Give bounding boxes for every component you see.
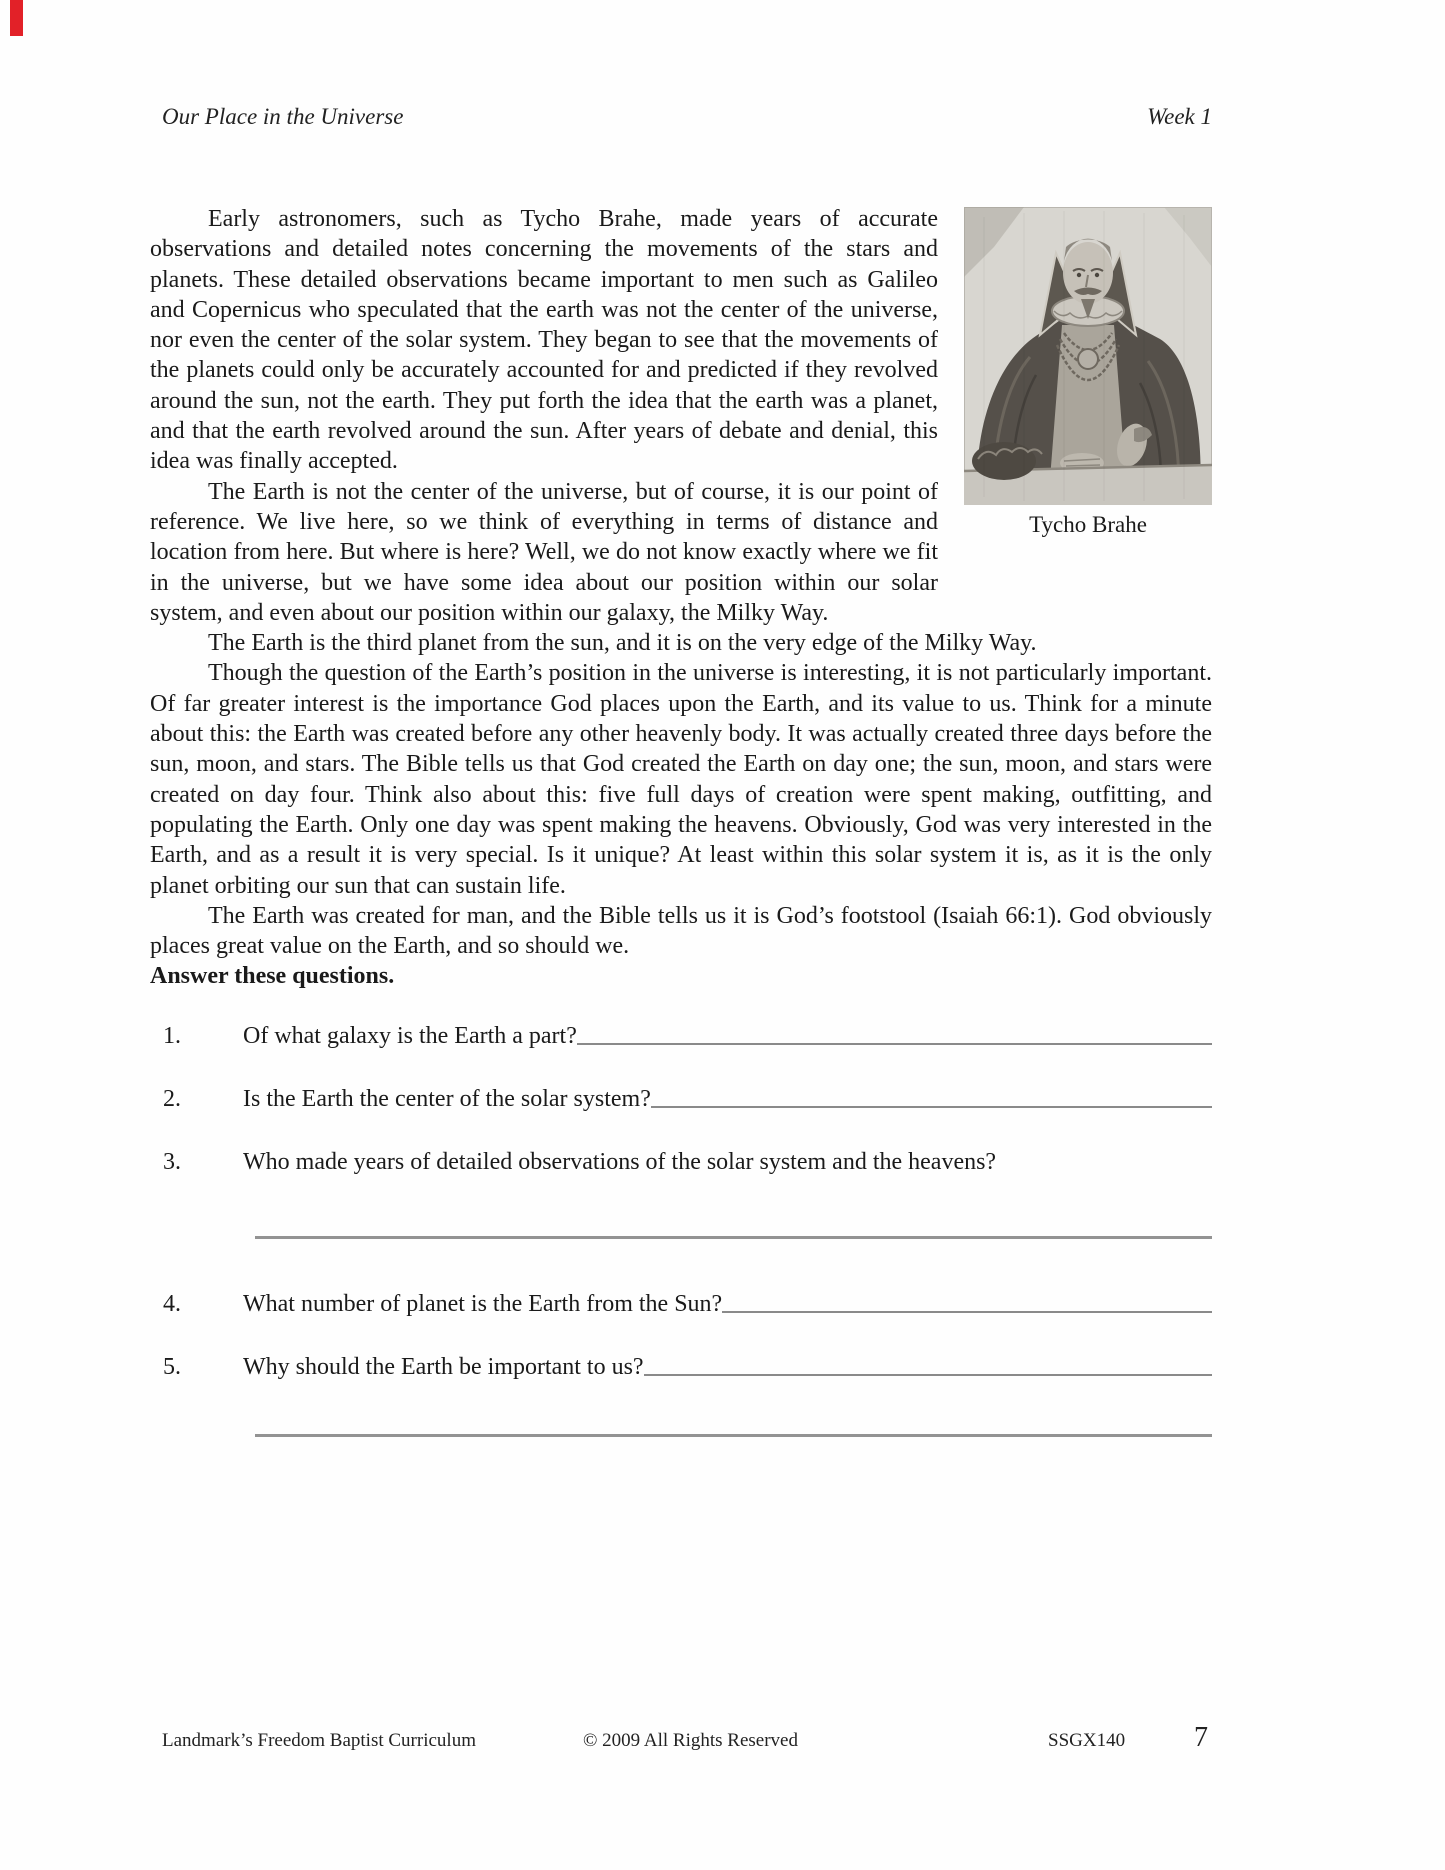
question-row-4 bbox=[150, 1289, 1212, 1319]
paragraph-third-planet: The Earth is the third planet from the sun, and it is on the very edge of the Milky Way. bbox=[208, 630, 1037, 657]
paragraph-earth-not-center: The Earth is not the center of the universe, but of course, it is our point of reference. We live here, so we think of everything in terms of distance and location from here. But where is here? Well, we do not know exactly where we fit in the universe, but we have some idea about our position within our solar system, and even about our position within our galaxy, the Milky Way. bbox=[150, 478, 938, 626]
question-row-2 bbox=[150, 1084, 1212, 1114]
question-number: 3. bbox=[163, 1149, 181, 1176]
questions-heading: Answer these questions. bbox=[150, 963, 395, 990]
red-corner-mark bbox=[10, 0, 23, 36]
paragraph-early-astronomers: Early astronomers, such as Tycho Brahe, made years of accurate observations and detailed notes concerning the movements of the stars and planets. These detailed observations became important to men such as Galileo and Copernicus who speculated that the earth was not the center of the universe, nor even the center of the solar system. They began to see that the movements of the planets could only be accurately accounted for and predicted if they revolved around the sun, not the earth. They put forth the idea that the earth was a planet, and that the earth revolved around the sun. After years of debate and denial, this idea was finally accepted. bbox=[150, 206, 938, 475]
figure-block bbox=[964, 207, 1212, 594]
question-row-1 bbox=[150, 1021, 1212, 1051]
paragraph-gods-footstool: The Earth was created for man, and the Bible tells us it is God’s footstool (Isaiah 66:1). God obviously places great value on the Earth, and so should we. bbox=[150, 902, 1212, 960]
tycho-brahe-portrait-image bbox=[964, 207, 1212, 505]
answer-blank-line bbox=[255, 1236, 1212, 1239]
question-text: Who made years of detailed observations of the solar system and the heavens? bbox=[243, 1149, 997, 1176]
curriculum-code: SSGX140 bbox=[1048, 1730, 1126, 1751]
page-number: 7 bbox=[1194, 1722, 1208, 1753]
question-row-5 bbox=[150, 1352, 1212, 1382]
question-row-3 bbox=[150, 1147, 1212, 1177]
answer-blank-line bbox=[651, 1106, 1212, 1108]
portrait-engraving bbox=[964, 207, 1212, 505]
question-number: 1. bbox=[163, 1022, 181, 1049]
copyright-notice: © 2009 All Rights Reserved bbox=[583, 1730, 798, 1751]
page-header bbox=[150, 104, 1212, 130]
figure-caption: Tycho Brahe bbox=[1029, 512, 1147, 537]
answer-blank-line bbox=[577, 1043, 1212, 1045]
answer-blank-line bbox=[255, 1434, 1212, 1437]
question-text: Is the Earth the center of the solar system? bbox=[243, 1086, 651, 1113]
answer-blank-line bbox=[644, 1374, 1212, 1376]
question-number: 5. bbox=[163, 1353, 181, 1380]
page-body bbox=[150, 204, 1212, 1437]
week-label: Week 1 bbox=[1147, 104, 1212, 129]
question-text: Why should the Earth be important to us? bbox=[243, 1353, 644, 1380]
publisher-name: Landmark’s Freedom Baptist Curriculum bbox=[162, 1730, 476, 1751]
question-text: What number of planet is the Earth from the Sun? bbox=[243, 1290, 723, 1317]
paragraph-earth-importance: Though the question of the Earth’s position in the universe is interesting, it is not particularly important. Of far greater interest is the importance God places upon the Earth, and its value to us. Think for a minute about this: the Earth was created before any other heavenly body. It was actually created three days before the sun, moon, and stars. The Bible tells us that God created the Earth on day one; the sun, moon, and stars were created on day four. Think also about this: five full days of creation were spent making, outfitting, and populating the Earth. Only one day was spent making the heavens. Obviously, God was very interested in the Earth, and as a result it is very special. Is it unique? At least within this solar system it is, as it is the only planet orbiting our sun that can sustain life. bbox=[150, 660, 1212, 899]
page-footer bbox=[150, 1724, 1212, 1770]
question-text: Of what galaxy is the Earth a part? bbox=[243, 1022, 577, 1049]
question-number: 4. bbox=[163, 1290, 181, 1317]
question-number: 2. bbox=[163, 1086, 181, 1113]
document-title: Our Place in the Universe bbox=[162, 104, 404, 129]
answer-blank-line bbox=[722, 1311, 1212, 1313]
